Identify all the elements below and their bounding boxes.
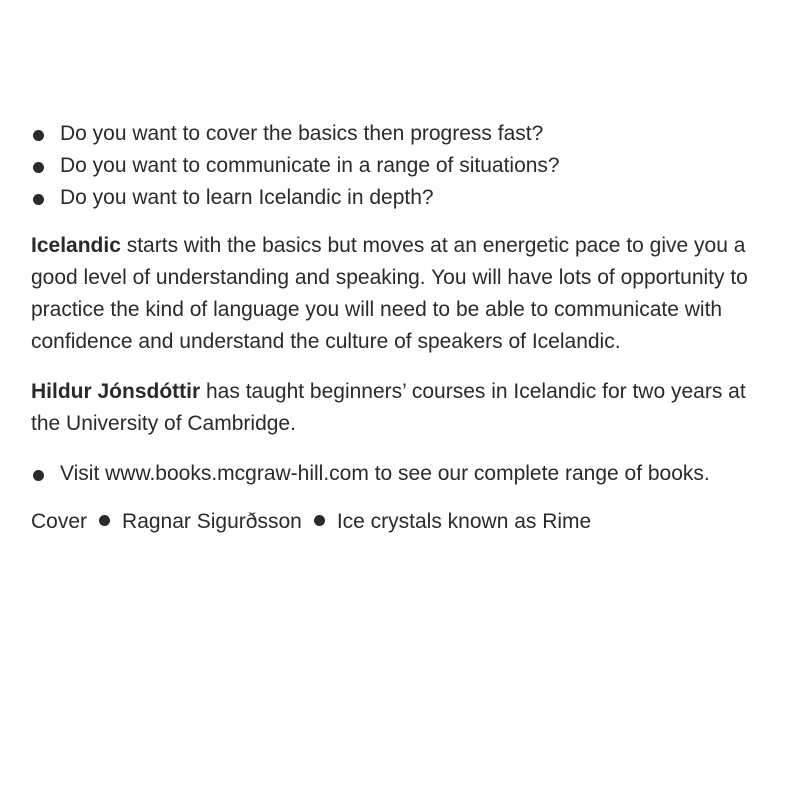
description-paragraph	[31, 230, 771, 358]
question-list	[31, 118, 771, 214]
description-text: starts with the basics but moves at an energetic pace to give you a good level of understanding and speaking. You will have lots of opportunity to practice the kind of language you will need to be able to communicate with confidence and understand the culture of speakers of Icelandic.	[31, 234, 748, 353]
author-name: Hildur Jónsdóttir	[31, 380, 201, 403]
bullet-icon	[33, 470, 44, 481]
question-text: Do you want to learn Icelandic in depth?	[60, 186, 434, 209]
bullet-icon	[33, 194, 44, 205]
question-item	[31, 118, 771, 150]
author-bio: has taught beginners’ courses in Icelandic for two years at the University of Cambridge.	[31, 380, 746, 435]
cover-label: Cover	[31, 510, 88, 533]
back-cover-text	[31, 118, 771, 538]
visit-note	[31, 458, 771, 490]
question-item	[31, 150, 771, 182]
cover-photographer: Ragnar Sigurðsson	[122, 510, 302, 533]
bullet-icon	[314, 515, 325, 526]
bullet-icon	[33, 162, 44, 173]
author-paragraph	[31, 376, 771, 440]
question-item	[31, 182, 771, 214]
question-text: Do you want to communicate in a range of situations?	[60, 154, 560, 177]
cover-caption: Ice crystals known as Rime	[336, 510, 592, 533]
bullet-icon	[33, 130, 44, 141]
cover-credit	[31, 506, 771, 538]
bullet-icon	[99, 515, 110, 526]
question-text: Do you want to cover the basics then progress fast?	[60, 122, 544, 145]
book-title: Icelandic	[31, 234, 121, 257]
visit-text: Visit www.books.mcgraw-hill.com to see our complete range of books.	[60, 462, 710, 485]
